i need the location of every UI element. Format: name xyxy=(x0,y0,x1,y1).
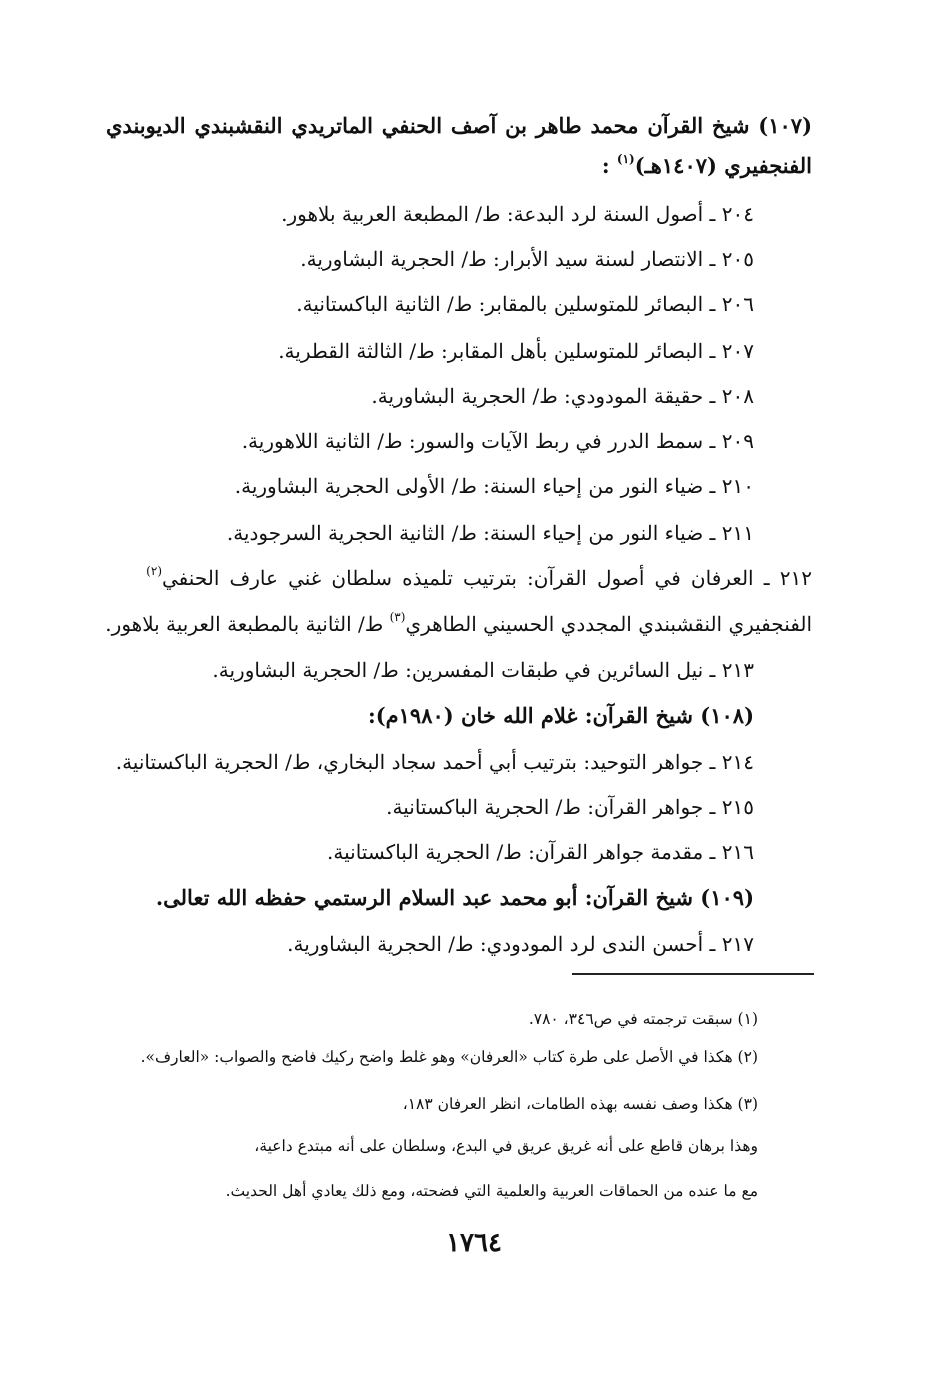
footnote-3: (٣) هكذا وصف نفسه بهذه الطامات، انظر العرفان ١٨٣، xyxy=(402,1095,758,1113)
list-item: ٢٠٨ ـ حقيقة المودودي: ط/ الحجرية البشاورية. xyxy=(371,384,754,408)
list-item: ٢١١ ـ ضياء النور من إحياء السنة: ط/ الثانية الحجرية السرجودية. xyxy=(226,521,754,545)
section-108-heading: (١٠٨) شيخ القرآن: غلام الله خان (١٩٨٠م): xyxy=(367,703,754,728)
list-item: ٢٠٦ ـ البصائر للمتوسلين بالمقابر: ط/ الثانية الباكستانية. xyxy=(296,292,754,316)
footnote-ref-2: (٢) xyxy=(146,564,162,578)
list-item: ٢١٣ ـ نيل السائرين في طبقات المفسرين: ط/ الحجرية البشاورية. xyxy=(212,658,754,682)
footnote-divider xyxy=(572,973,814,975)
section-107-heading-line1: (١٠٧) شيخ القرآن محمد طاهر بن آصف الحنفي الماتريدي النقشبندي الديوبندي xyxy=(106,113,812,138)
item-212-text-b: ط/ الثانية بالمطبعة العربية بلاهور. xyxy=(105,612,384,636)
list-item: ٢١٧ ـ أحسن الندى لرد المودودي: ط/ الحجرية البشاورية. xyxy=(287,932,754,956)
list-item: ٢٠٤ ـ أصول السنة لرد البدعة: ط/ المطبعة العربية بلاهور. xyxy=(281,202,754,226)
item-212-text: ٢١٢ ـ العرفان في أصول القرآن: بترتيب تلميذه سلطان غني عارف الحنفي xyxy=(162,566,812,590)
list-item: ٢٠٥ ـ الانتصار لسنة سيد الأبرار: ط/ الحجرية البشاورية. xyxy=(300,247,754,271)
footnote-1: (١) سبقت ترجمته في ص٣٤٦، ٧٨٠. xyxy=(528,1010,758,1028)
list-item: ٢١٠ ـ ضياء النور من إحياء السنة: ط/ الأولى الحجرية البشاورية. xyxy=(234,474,754,498)
item-212-text-a: الفنجفيري النقشبندي المجددي الحسيني الطاهري xyxy=(405,612,812,636)
footnote-ref-1: (١) xyxy=(616,152,635,166)
list-item: ٢١٥ ـ جواهر القرآن: ط/ الحجرية الباكستانية. xyxy=(386,795,754,819)
list-item-212-line1 xyxy=(142,564,812,595)
heading-colon: : xyxy=(601,153,610,178)
page-number: ١٧٦٤ xyxy=(446,1228,502,1258)
list-item: ٢٠٩ ـ سمط الدرر في ربط الآيات والسور: ط/ الثانية اللاهورية. xyxy=(241,429,754,453)
section-109-heading: (١٠٩) شيخ القرآن: أبو محمد عبد السلام الرستمي حفظه الله تعالى. xyxy=(155,885,754,910)
list-item: ٢١٦ ـ مقدمة جواهر القرآن: ط/ الحجرية الباكستانية. xyxy=(327,840,754,864)
footnote-3-continued: وهذا برهان قاطع على أنه غريق عريق في البدع، وسلطان على أنه مبتدع داعية، xyxy=(254,1137,758,1155)
footnote-2: (٢) هكذا في الأصل على طرة كتاب «العرفان» وهو غلط واضح ركيك فاضح والصواب: «العارف». xyxy=(140,1048,758,1066)
list-item-212-line2 xyxy=(105,610,812,641)
list-item: ٢١٤ ـ جواهر التوحيد: بترتيب أبي أحمد سجاد البخاري، ط/ الحجرية الباكستانية. xyxy=(115,750,754,774)
section-107-heading-line2 xyxy=(602,152,812,183)
section-107-heading-text: الفنجفيري (١٤٠٧هـ) xyxy=(634,153,812,178)
footnote-3-continued: مع ما عنده من الحماقات العربية والعلمية التي فضحته، ومع ذلك يعادي أهل الحديث. xyxy=(225,1182,758,1200)
list-item: ٢٠٧ ـ البصائر للمتوسلين بأهل المقابر: ط/ الثالثة القطرية. xyxy=(278,339,754,363)
footnote-ref-3: (٣) xyxy=(389,610,406,624)
